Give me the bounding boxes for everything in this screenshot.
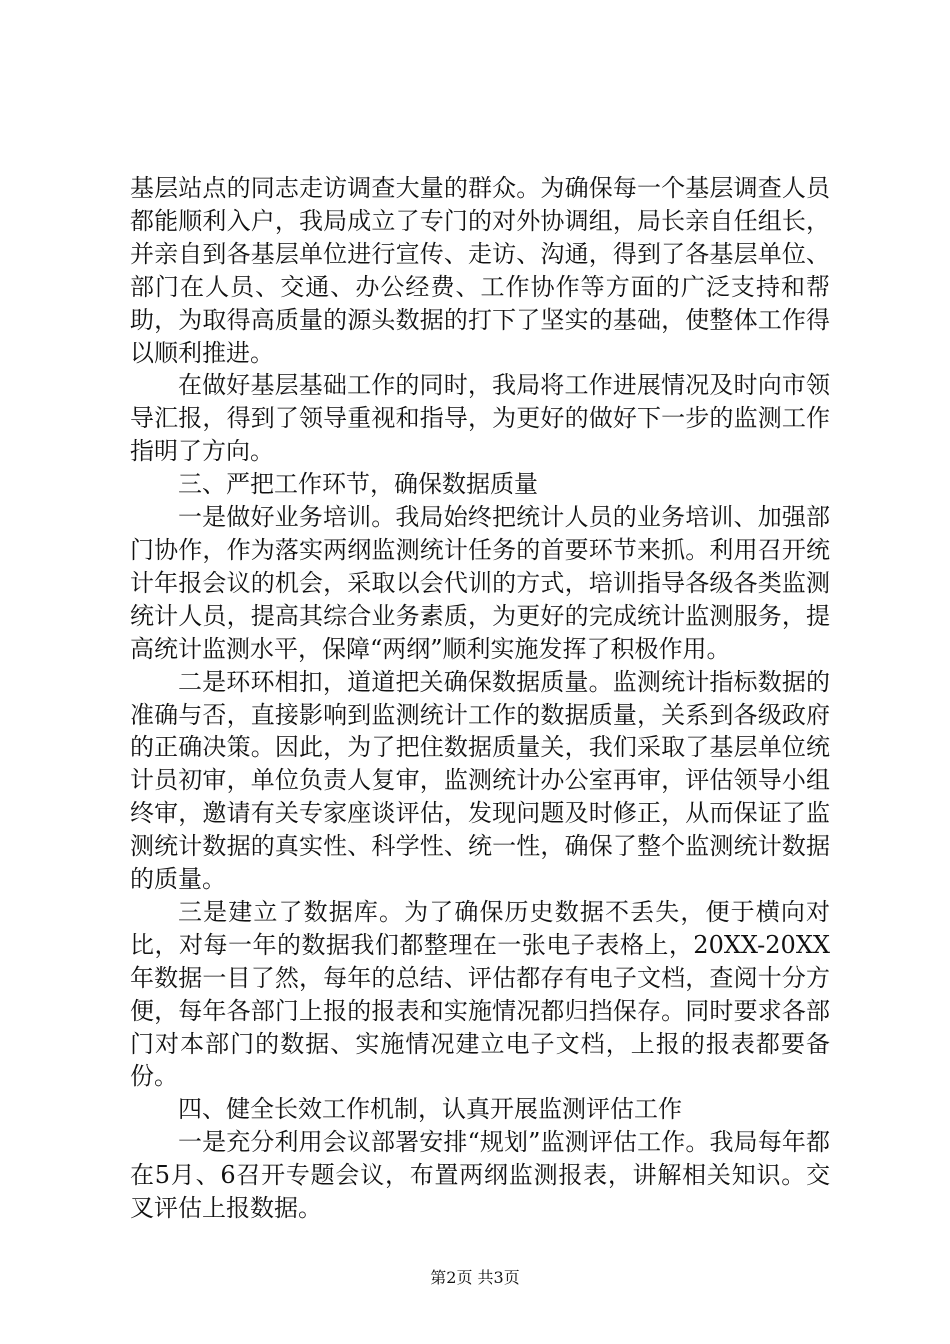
paragraph: 一是充分利用会议部署安排“规划”监测评估工作。我局每年都在5月、6召开专题会议，布置两纲监测报表，讲解相关知识。交叉评估上报数据。 (130, 1128, 830, 1223)
paragraph: 二是环环相扣，道道把关确保数据质量。监测统计指标数据的准确与否，直接影响到监测统计工作的数据质量，关系到各级政府的正确决策。因此，为了把住数据质量关，我们采取了基层单位统计员初审，单位负责人复审，监测统计办公室再审，评估领导小组终审，邀请有关专家座谈评估，发现问题及时修正，从而保证了监测统计数据的真实性、科学性、统一性，确保了整个监测统计数据的质量。 (130, 667, 830, 894)
document-body (130, 172, 830, 1225)
section-heading: 三、严把工作环节，确保数据质量 (178, 470, 538, 499)
paragraph-continuation: 基层站点的同志走访调查大量的群众。为确保每一个基层调查人员都能顺利入户，我局成立了专门的对外协调组，局长亲自任组长，并亲自到各基层单位进行宣传、走访、沟通，得到了各基层单位、部门在人员、交通、办公经费、工作协作等方面的广泛支持和帮助，为取得高质量的源头数据的打下了坚实的基础，使整体工作得以顺利推进。 (130, 174, 830, 367)
page-footer: 第2页 共3页 (430, 1268, 520, 1287)
paragraph: 三是建立了数据库。为了确保历史数据不丢失，便于横向对比，对每一年的数据我们都整理在一张电子表格上，20XX-20XX年数据一目了然，每年的总结、评估都存有电子文档，查阅十分方便，每年各部门上报的报表和实施情况都归挡保存。同时要求各部门对本部门的数据、实施情况建立电子文档，上报的报表都要备份。 (130, 897, 830, 1091)
paragraph: 一是做好业务培训。我局始终把统计人员的业务培训、加强部门协作，作为落实两纲监测统计任务的首要环节来抓。利用召开统计年报会议的机会，采取以会代训的方式，培训指导各级各类监测统计人员，提高其综合业务素质，为更好的完成统计监测服务，提高统计监测水平，保障“两纲”顺利实施发挥了积极作用。 (130, 503, 830, 663)
section-heading: 四、健全长效工作机制，认真开展监测评估工作 (178, 1095, 682, 1124)
paragraph: 在做好基层基础工作的同时，我局将工作进展情况及时向市领导汇报，得到了领导重视和指导，为更好的做好下一步的监测工作指明了方向。 (130, 371, 830, 466)
